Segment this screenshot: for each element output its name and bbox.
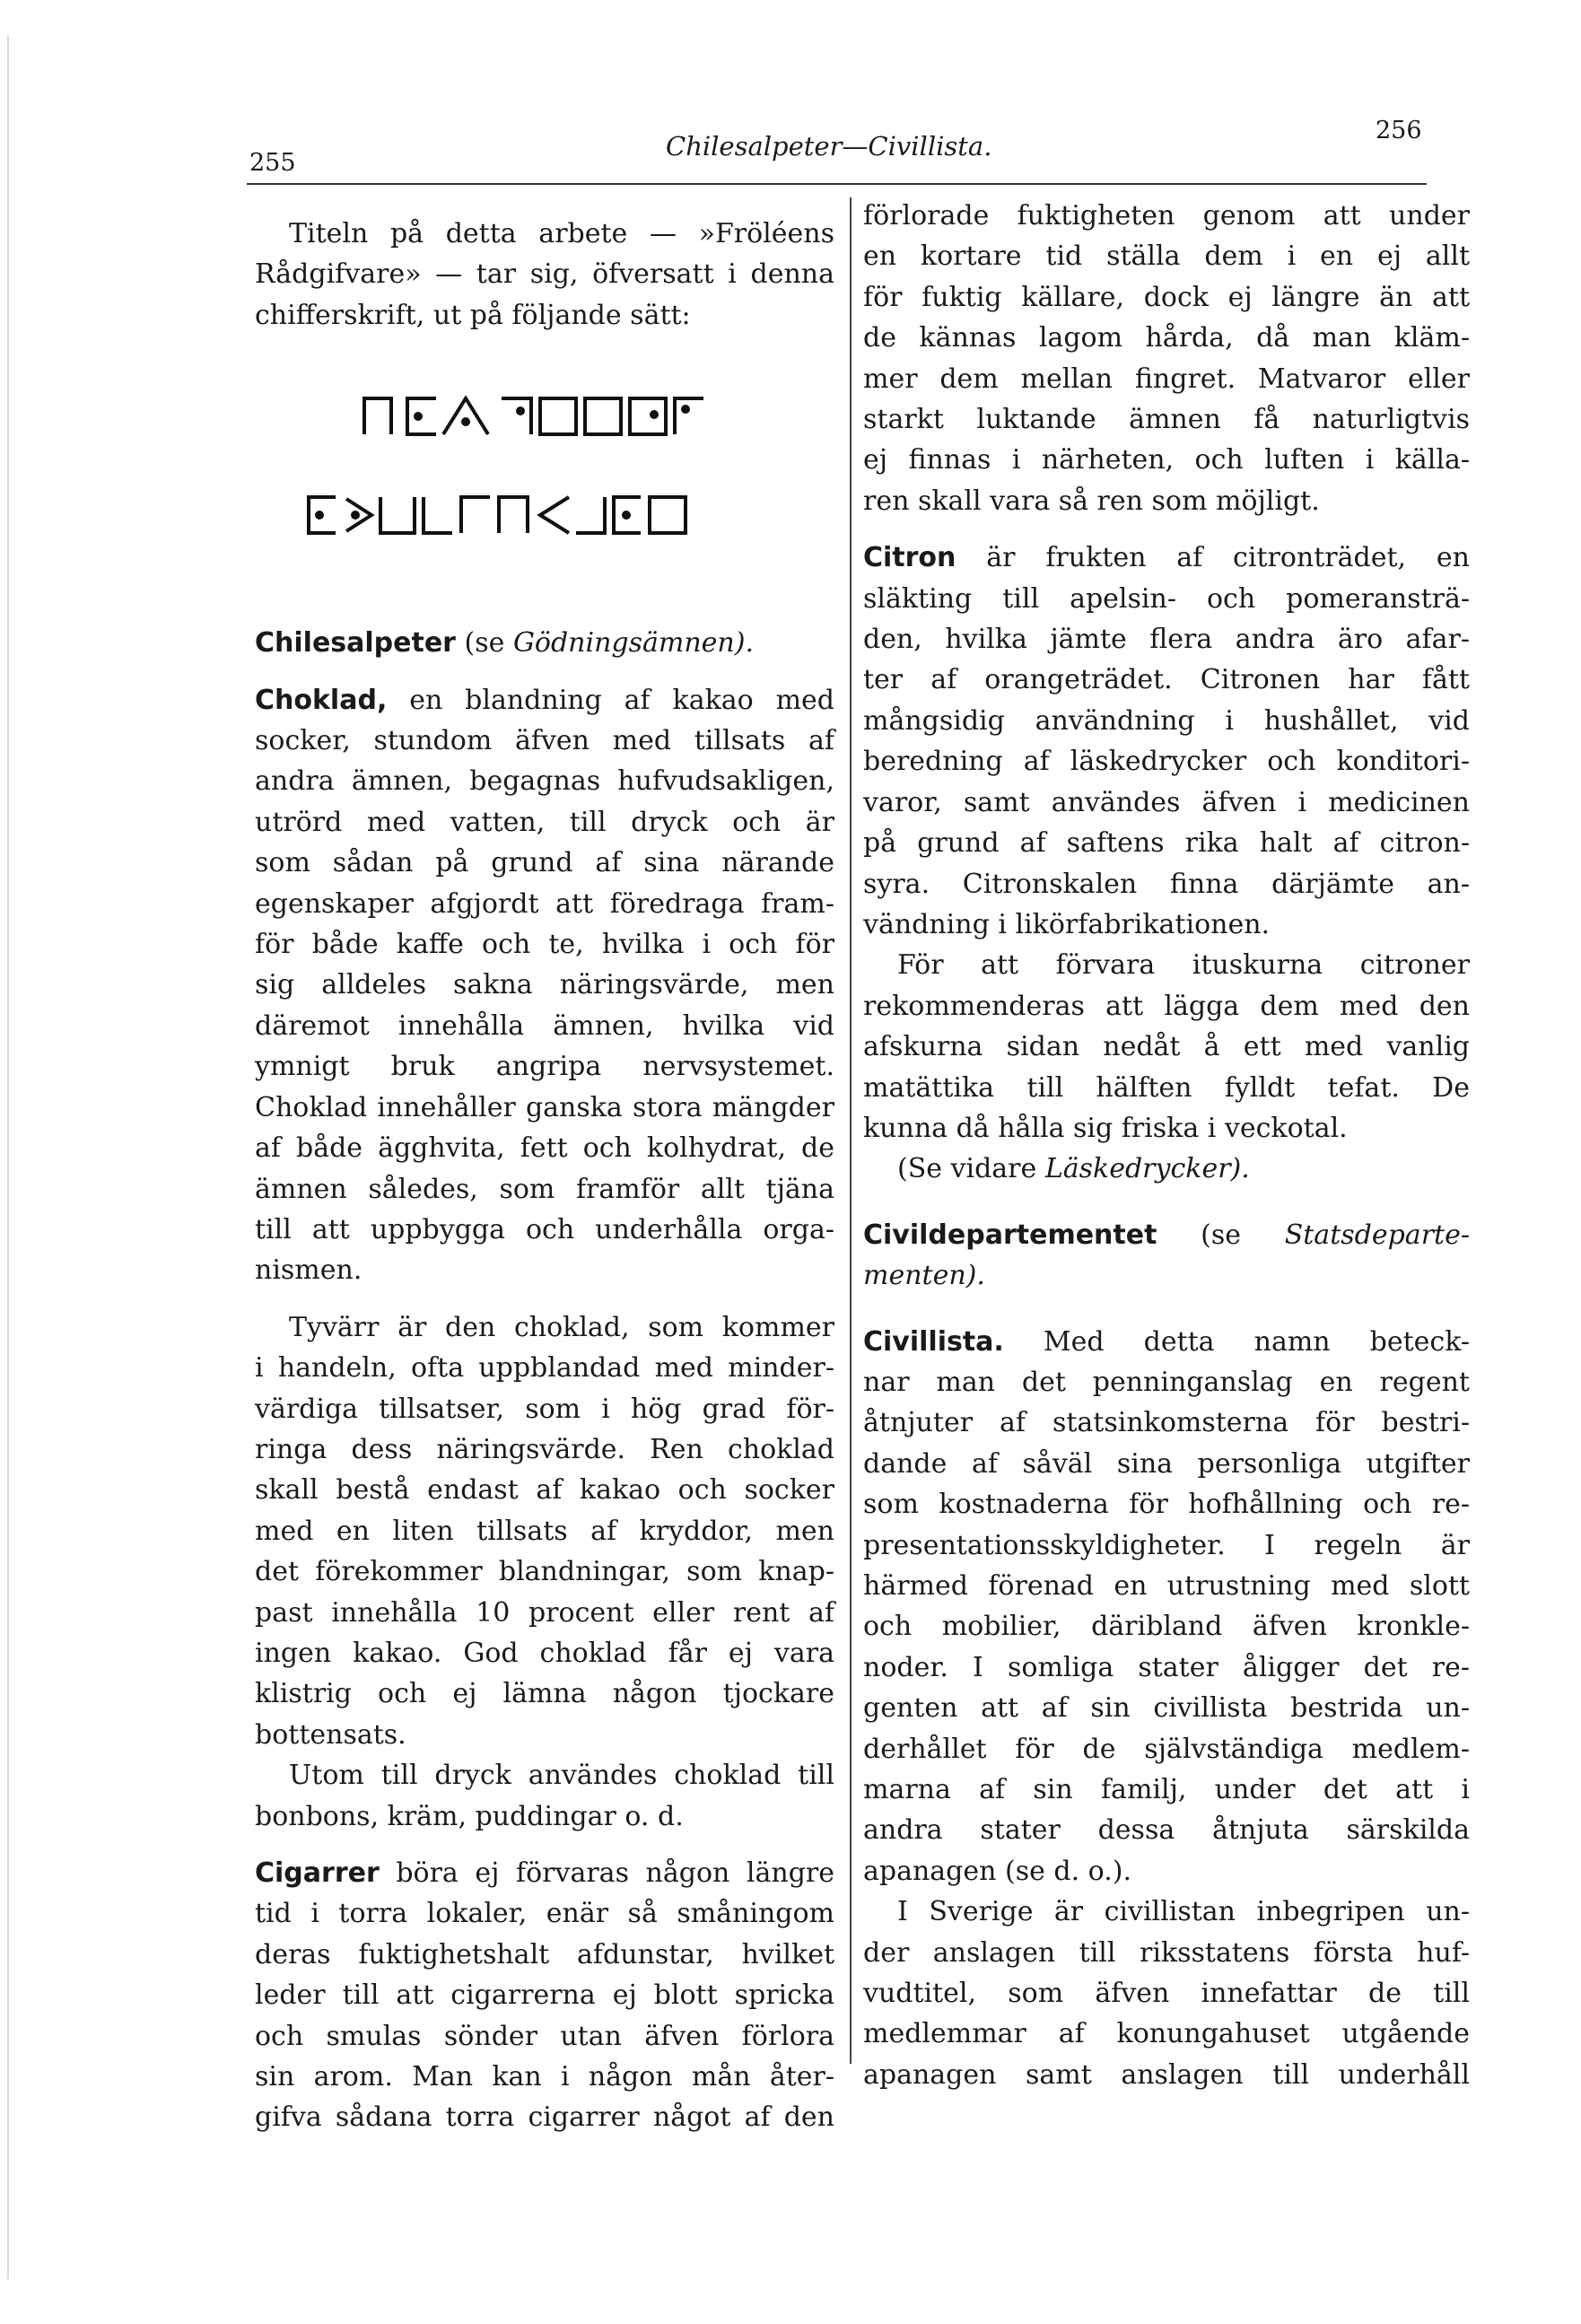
- headword-cigarrer: Cigarrer: [255, 1857, 380, 1889]
- see-also-line: (Se vidare Läskedrycker).: [897, 1153, 1250, 1185]
- headword-civillista: Civillista.: [863, 1325, 1004, 1358]
- cross-reference: Statsdeparte-: [1284, 1219, 1470, 1251]
- intro-line: Titeln på detta arbete — »Fröléens: [289, 218, 834, 249]
- header-rule: [247, 183, 1427, 185]
- headword-civildepartementet: Civildepartementet: [863, 1219, 1157, 1251]
- cross-reference: Gödningsämnen).: [512, 627, 754, 660]
- intro-line: Rådgifvare» — tar sig, öfversatt i denna: [255, 258, 834, 291]
- page-number-left: 255: [249, 149, 296, 177]
- headword-chilesalpeter: Chilesalpeter: [255, 627, 456, 660]
- entry-citron-first: Citron är frukten af citronträdet, en: [863, 542, 1470, 574]
- entry-chilesalpeter: Chilesalpeter (se Gödningsämnen).: [255, 627, 754, 660]
- entry-choklad-first: Choklad, en blandning af kakao med: [255, 684, 834, 716]
- right-column: förlorade fuktigheten genom att under en kortare tid ställa dem i en ej allt för fuktig källare, dock ej längre än att de kännas lagom hårda, då man kläm- mer dem mellan fingret. Matvaror eller starkt luktande ämnen få naturligtvis ej finnas i närheten, och luften i källa- ren skall vara så ren som möjligt. Citron är frukten af citronträdet, en släkting till apelsin- och pomeransträ- den, hvilka jämte flera andra äro afar- ter af orangeträdet. Citronen har fått mångsidig användning i hushållet, vid beredning af läskedrycker och konditori- varor, samt användes äfven i medicinen på grund af saftens rika halt af citron- syra. Citronskalen finna därjämte an- vändning i likörfabrikationen. För att förvara ituskurna citroner rekommenderas att lägga dem med den afskurna sidan nedåt å ett med vanlig matättika till hälften fylldt tefat. De kunna då hålla sig friska i veckotal. (Se vidare Läskedrycker). Civildepartementet (se Statsdeparte- menten). Civillista. Med detta namn beteck- nar man det penninganslag en regent åtnjuter af statsinkomsterna för bestri- dande af såväl sina personliga utgifter som kostnaderna för hofhållning och re- presentationsskyldigheter. I regeln är härmed förenad en utrustning med slott och mobilier, däribland äfven kronkle- noder. I somliga stater åligger det re- genten att af sin civillista bestrida un- derhållet för de självständiga medlem- marna af sin familj, under det att i andra stater dessa åtnjuta särskilda apanagen (se d. o.). I Sverige är civillistan inbegripen un- der anslagen till riksstatens första huf- vudtitel, som äfven innefattar de till medlemmar af konungahuset utgående apanagen samt anslagen till underhåll: [863, 200, 1470, 2091]
- column-rule: [850, 197, 852, 2064]
- entry-civillista-first: Civillista. Med detta namn beteck-: [863, 1325, 1470, 1358]
- cross-reference: Läskedrycker).: [1044, 1153, 1250, 1185]
- left-column: Titeln på detta arbete — »Fröléens Rådgifvare» — tar sig, öfversatt i denna chifferskrift, ut på följande sätt: Chilesalpeter (se Gödningsämnen). Choklad, en blandning af kakao med socker, stundom äfven med tillsats af andra ämnen, begagnas hufvudsakligen, utrörd med vatten, till dryck och är som sådan på grund af sina närande egenskaper afgjordt att föredraga fram- för både kaffe och te, hvilka i och för sig alldeles sakna näringsvärde, men däremot innehålla ämnen, hvilka vid ymnigt bruk angripa nervsystemet. Choklad innehåller ganska stora mängder af både ägghvita, fett och kolhydrat, de ämnen således, som framför allt tjäna till att uppbygga och underhålla orga- nismen. Tyvärr är den choklad, som kommer i handeln, ofta uppblandad med minder- värdiga tillsatser, som i hög grad för- ringa dess näringsvärde. Ren choklad skall bestå endast af kakao och socker med en liten tillsats af kryddor, men det förekommer blandningar, som knap- past innehålla 10 procent eller rent af ingen kakao. God choklad får ej vara klistrig och ej lämna någon tjockare bottensats. Utom till dryck användes choklad till bonbons, kräm, puddingar o. d. Cigarrer böra ej förvaras någon längre tid i torra lokaler, enär så småningom deras fuktighetshalt afdunstar, hvilket leder till att cigarrerna ej blott spricka och smulas sönder utan äfven förlora sin arom. Man kan i någon mån åter- gifva sådana torra cigarrer något af den: [255, 214, 834, 2138]
- headword-citron: Citron: [863, 542, 956, 574]
- intro-line: chifferskrift, ut på följande sätt:: [255, 299, 691, 331]
- page-edge-shadow: [7, 36, 9, 2279]
- page-number-right: 256: [1376, 117, 1422, 144]
- entry-civildepartementet: Civildepartementet (se Statsdeparte-: [863, 1219, 1470, 1251]
- entry-cigarrer-first: Cigarrer böra ej förvaras någon längre: [255, 1857, 834, 1889]
- pigpen-cipher-figure: [300, 389, 802, 578]
- running-title: Chilesalpeter—Civillista.: [666, 131, 992, 162]
- headword-choklad: Choklad,: [255, 684, 388, 716]
